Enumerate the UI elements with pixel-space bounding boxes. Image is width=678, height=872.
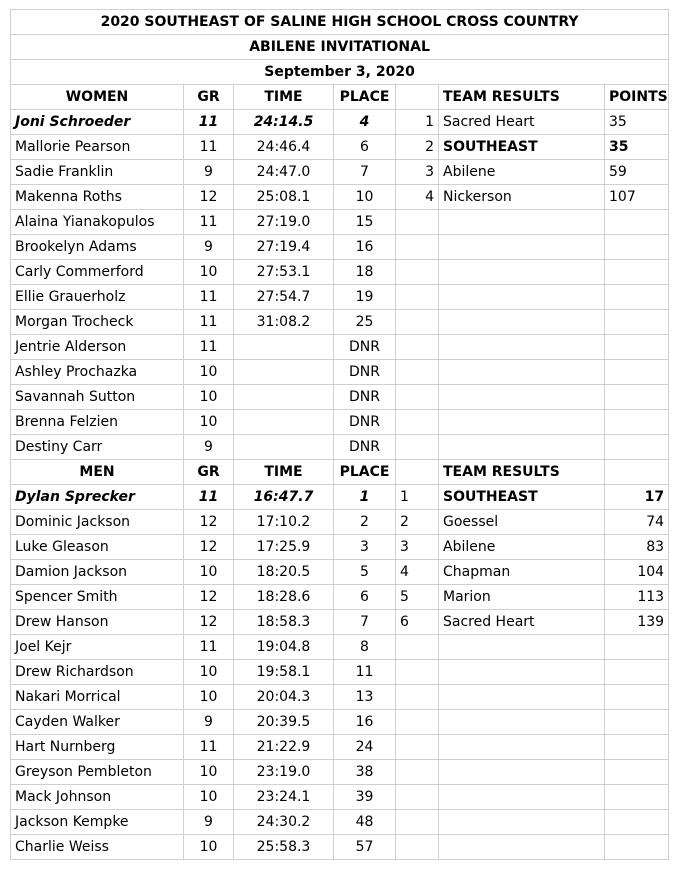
team-name: Chapman: [439, 560, 605, 585]
runner-row: [11, 835, 669, 860]
runner-place: 39: [334, 785, 396, 810]
runner-time: [234, 385, 334, 410]
runner-name: Dylan Sprecker: [11, 485, 184, 510]
runner-place: DNR: [334, 435, 396, 460]
runner-name: Greyson Pembleton: [11, 760, 184, 785]
team-rank: 2: [396, 135, 439, 160]
runner-grade: 9: [184, 435, 234, 460]
team-rank: 2: [396, 510, 439, 535]
runner-row: [11, 160, 669, 185]
runner-grade: 11: [184, 285, 234, 310]
runner-row: [11, 335, 669, 360]
runner-place: 10: [334, 185, 396, 210]
runner-place: 19: [334, 285, 396, 310]
runner-time: 18:20.5: [234, 560, 334, 585]
runner-row: [11, 635, 669, 660]
runner-place: 1: [334, 485, 396, 510]
runner-time: 18:28.6: [234, 585, 334, 610]
runner-place: 18: [334, 260, 396, 285]
empty-cell: [439, 660, 605, 685]
team-points: 104: [605, 560, 669, 585]
runner-name: Mack Johnson: [11, 785, 184, 810]
runner-row: [11, 660, 669, 685]
runner-name: Luke Gleason: [11, 535, 184, 560]
runner-name: Alaina Yianakopulos: [11, 210, 184, 235]
team-name: Abilene: [439, 160, 605, 185]
runner-row: [11, 735, 669, 760]
runner-row: [11, 710, 669, 735]
runner-grade: 11: [184, 210, 234, 235]
runner-place: 57: [334, 835, 396, 860]
runner-grade: 10: [184, 660, 234, 685]
runner-place: 3: [334, 535, 396, 560]
runner-grade: 9: [184, 710, 234, 735]
runner-row: [11, 235, 669, 260]
empty-cell: [605, 210, 669, 235]
runner-place: DNR: [334, 335, 396, 360]
empty-cell: [605, 285, 669, 310]
empty-cell: [605, 635, 669, 660]
empty-cell: [396, 785, 439, 810]
empty-cell: [439, 835, 605, 860]
runner-place: 11: [334, 660, 396, 685]
time-header: TIME: [234, 460, 334, 485]
runner-time: [234, 335, 334, 360]
empty-cell: [605, 235, 669, 260]
empty-cell: [396, 635, 439, 660]
runner-row: [11, 610, 669, 635]
team-rank: 3: [396, 535, 439, 560]
empty-cell: [396, 810, 439, 835]
runner-time: 27:54.7: [234, 285, 334, 310]
runner-row: [11, 135, 669, 160]
team-rank: 4: [396, 185, 439, 210]
men-header: MEN: [11, 460, 184, 485]
team-points: 74: [605, 510, 669, 535]
team-rank: 1: [396, 110, 439, 135]
empty-cell: [605, 785, 669, 810]
runner-time: 16:47.7: [234, 485, 334, 510]
runner-time: [234, 435, 334, 460]
runner-time: 21:22.9: [234, 735, 334, 760]
runner-time: 27:19.4: [234, 235, 334, 260]
rank-header: [396, 460, 439, 485]
runner-row: [11, 760, 669, 785]
runner-time: 25:08.1: [234, 185, 334, 210]
empty-cell: [439, 435, 605, 460]
empty-cell: [396, 210, 439, 235]
empty-cell: [439, 685, 605, 710]
results-sheet: [10, 9, 669, 860]
runner-grade: 11: [184, 135, 234, 160]
runner-name: Drew Hanson: [11, 610, 184, 635]
empty-cell: [396, 760, 439, 785]
runner-name: Joel Kejr: [11, 635, 184, 660]
team-points: 83: [605, 535, 669, 560]
empty-cell: [605, 260, 669, 285]
team-name: Marion: [439, 585, 605, 610]
runner-place: 6: [334, 585, 396, 610]
empty-cell: [396, 710, 439, 735]
grade-header: GR: [184, 85, 234, 110]
points-header: [605, 460, 669, 485]
runner-place: 5: [334, 560, 396, 585]
runner-place: 7: [334, 610, 396, 635]
team-points: 59: [605, 160, 669, 185]
runner-grade: 11: [184, 310, 234, 335]
runner-place: 13: [334, 685, 396, 710]
team-name: Sacred Heart: [439, 610, 605, 635]
runner-row: [11, 385, 669, 410]
team-rank: 4: [396, 560, 439, 585]
empty-cell: [439, 710, 605, 735]
runner-place: 25: [334, 310, 396, 335]
runner-grade: 12: [184, 510, 234, 535]
runner-time: 25:58.3: [234, 835, 334, 860]
runner-row: [11, 360, 669, 385]
empty-cell: [396, 735, 439, 760]
runner-name: Jackson Kempke: [11, 810, 184, 835]
empty-cell: [605, 310, 669, 335]
runner-row: [11, 535, 669, 560]
time-header: TIME: [234, 85, 334, 110]
runner-place: 48: [334, 810, 396, 835]
empty-cell: [396, 285, 439, 310]
runner-name: Ashley Prochazka: [11, 360, 184, 385]
runner-name: Dominic Jackson: [11, 510, 184, 535]
team-results-header: TEAM RESULTS: [439, 460, 605, 485]
empty-cell: [396, 385, 439, 410]
runner-name: Savannah Sutton: [11, 385, 184, 410]
team-rank: 1: [396, 485, 439, 510]
runner-row: [11, 685, 669, 710]
runner-name: Cayden Walker: [11, 710, 184, 735]
team-points: 35: [605, 110, 669, 135]
runner-name: Damion Jackson: [11, 560, 184, 585]
team-name: Goessel: [439, 510, 605, 535]
empty-cell: [396, 260, 439, 285]
runner-grade: 12: [184, 535, 234, 560]
empty-cell: [605, 335, 669, 360]
team-rank: 5: [396, 585, 439, 610]
empty-cell: [439, 810, 605, 835]
place-header: PLACE: [334, 85, 396, 110]
empty-cell: [439, 235, 605, 260]
runner-grade: 11: [184, 635, 234, 660]
runner-row: [11, 260, 669, 285]
runner-grade: 10: [184, 835, 234, 860]
empty-cell: [396, 410, 439, 435]
empty-cell: [605, 410, 669, 435]
runner-name: Nakari Morrical: [11, 685, 184, 710]
runner-time: 20:04.3: [234, 685, 334, 710]
sheet-title: 2020 SOUTHEAST OF SALINE HIGH SCHOOL CROSS COUNTRY: [11, 10, 669, 35]
runner-row: [11, 110, 669, 135]
runner-time: 24:47.0: [234, 160, 334, 185]
runner-row: [11, 585, 669, 610]
empty-cell: [605, 810, 669, 835]
team-rank: 3: [396, 160, 439, 185]
empty-cell: [396, 335, 439, 360]
women-header: WOMEN: [11, 85, 184, 110]
team-points: 17: [605, 485, 669, 510]
empty-cell: [605, 685, 669, 710]
runner-row: [11, 210, 669, 235]
runner-grade: 10: [184, 260, 234, 285]
runner-time: 24:46.4: [234, 135, 334, 160]
runner-name: Mallorie Pearson: [11, 135, 184, 160]
runner-row: [11, 485, 669, 510]
runner-time: 24:14.5: [234, 110, 334, 135]
runner-place: DNR: [334, 360, 396, 385]
empty-cell: [439, 785, 605, 810]
team-name: Nickerson: [439, 185, 605, 210]
runner-name: Spencer Smith: [11, 585, 184, 610]
runner-name: Brookelyn Adams: [11, 235, 184, 260]
runner-time: [234, 410, 334, 435]
meet-name: ABILENE INVITATIONAL: [11, 35, 669, 60]
runner-grade: 10: [184, 385, 234, 410]
runner-name: Makenna Roths: [11, 185, 184, 210]
runner-row: [11, 310, 669, 335]
runner-grade: 11: [184, 485, 234, 510]
grade-header: GR: [184, 460, 234, 485]
runner-time: 27:19.0: [234, 210, 334, 235]
runner-time: 18:58.3: [234, 610, 334, 635]
runner-grade: 10: [184, 685, 234, 710]
team-rank: 6: [396, 610, 439, 635]
runner-time: 19:58.1: [234, 660, 334, 685]
runner-row: [11, 185, 669, 210]
runner-time: 31:08.2: [234, 310, 334, 335]
runner-name: Jentrie Alderson: [11, 335, 184, 360]
runner-grade: 11: [184, 110, 234, 135]
runner-place: DNR: [334, 410, 396, 435]
empty-cell: [439, 360, 605, 385]
runner-grade: 10: [184, 785, 234, 810]
empty-cell: [439, 260, 605, 285]
runner-time: 17:10.2: [234, 510, 334, 535]
runner-grade: 10: [184, 760, 234, 785]
empty-cell: [605, 735, 669, 760]
runner-name: Sadie Franklin: [11, 160, 184, 185]
empty-cell: [605, 385, 669, 410]
runner-time: 23:24.1: [234, 785, 334, 810]
team-points: 139: [605, 610, 669, 635]
runner-name: Charlie Weiss: [11, 835, 184, 860]
runner-time: [234, 360, 334, 385]
runner-place: 16: [334, 235, 396, 260]
runner-place: DNR: [334, 385, 396, 410]
runner-place: 6: [334, 135, 396, 160]
team-points: 107: [605, 185, 669, 210]
empty-cell: [439, 760, 605, 785]
runner-grade: 9: [184, 160, 234, 185]
team-points: 35: [605, 135, 669, 160]
runner-place: 7: [334, 160, 396, 185]
runner-time: 20:39.5: [234, 710, 334, 735]
empty-cell: [605, 435, 669, 460]
runner-grade: 9: [184, 810, 234, 835]
runner-row: [11, 285, 669, 310]
runner-row: [11, 435, 669, 460]
women-header-row: [11, 85, 669, 110]
empty-cell: [439, 285, 605, 310]
runner-name: Carly Commerford: [11, 260, 184, 285]
team-name: Sacred Heart: [439, 110, 605, 135]
team-name: SOUTHEAST: [439, 135, 605, 160]
runner-name: Hart Nurnberg: [11, 735, 184, 760]
points-header: POINTS: [605, 85, 669, 110]
runner-row: [11, 810, 669, 835]
runner-grade: 10: [184, 360, 234, 385]
meet-date: September 3, 2020: [11, 60, 669, 85]
runner-row: [11, 510, 669, 535]
empty-cell: [396, 685, 439, 710]
empty-cell: [396, 835, 439, 860]
runner-grade: 10: [184, 410, 234, 435]
runner-grade: 12: [184, 185, 234, 210]
runner-place: 8: [334, 635, 396, 660]
runner-name: Drew Richardson: [11, 660, 184, 685]
men-header-row: [11, 460, 669, 485]
empty-cell: [439, 635, 605, 660]
empty-cell: [396, 660, 439, 685]
runner-name: Joni Schroeder: [11, 110, 184, 135]
team-name: SOUTHEAST: [439, 485, 605, 510]
empty-cell: [439, 310, 605, 335]
runner-time: 24:30.2: [234, 810, 334, 835]
runner-place: 15: [334, 210, 396, 235]
runner-grade: 11: [184, 335, 234, 360]
runner-place: 38: [334, 760, 396, 785]
empty-cell: [605, 710, 669, 735]
runner-row: [11, 560, 669, 585]
runner-time: 27:53.1: [234, 260, 334, 285]
runner-time: 23:19.0: [234, 760, 334, 785]
empty-cell: [396, 235, 439, 260]
runner-grade: 11: [184, 735, 234, 760]
empty-cell: [605, 760, 669, 785]
runner-place: 16: [334, 710, 396, 735]
runner-name: Destiny Carr: [11, 435, 184, 460]
empty-cell: [439, 735, 605, 760]
empty-cell: [396, 310, 439, 335]
runner-grade: 10: [184, 560, 234, 585]
runner-time: 17:25.9: [234, 535, 334, 560]
runner-grade: 9: [184, 235, 234, 260]
empty-cell: [605, 360, 669, 385]
empty-cell: [439, 410, 605, 435]
empty-cell: [439, 385, 605, 410]
runner-place: 24: [334, 735, 396, 760]
empty-cell: [605, 660, 669, 685]
team-name: Abilene: [439, 535, 605, 560]
team-points: 113: [605, 585, 669, 610]
runner-name: Brenna Felzien: [11, 410, 184, 435]
runner-row: [11, 785, 669, 810]
runner-grade: 12: [184, 585, 234, 610]
place-header: PLACE: [334, 460, 396, 485]
empty-cell: [439, 210, 605, 235]
runner-grade: 12: [184, 610, 234, 635]
rank-header: [396, 85, 439, 110]
empty-cell: [396, 435, 439, 460]
empty-cell: [396, 360, 439, 385]
runner-name: Morgan Trocheck: [11, 310, 184, 335]
empty-cell: [439, 335, 605, 360]
runner-place: 2: [334, 510, 396, 535]
runner-time: 19:04.8: [234, 635, 334, 660]
runner-name: Ellie Grauerholz: [11, 285, 184, 310]
team-results-header: TEAM RESULTS: [439, 85, 605, 110]
empty-cell: [605, 835, 669, 860]
runner-place: 4: [334, 110, 396, 135]
runner-row: [11, 410, 669, 435]
